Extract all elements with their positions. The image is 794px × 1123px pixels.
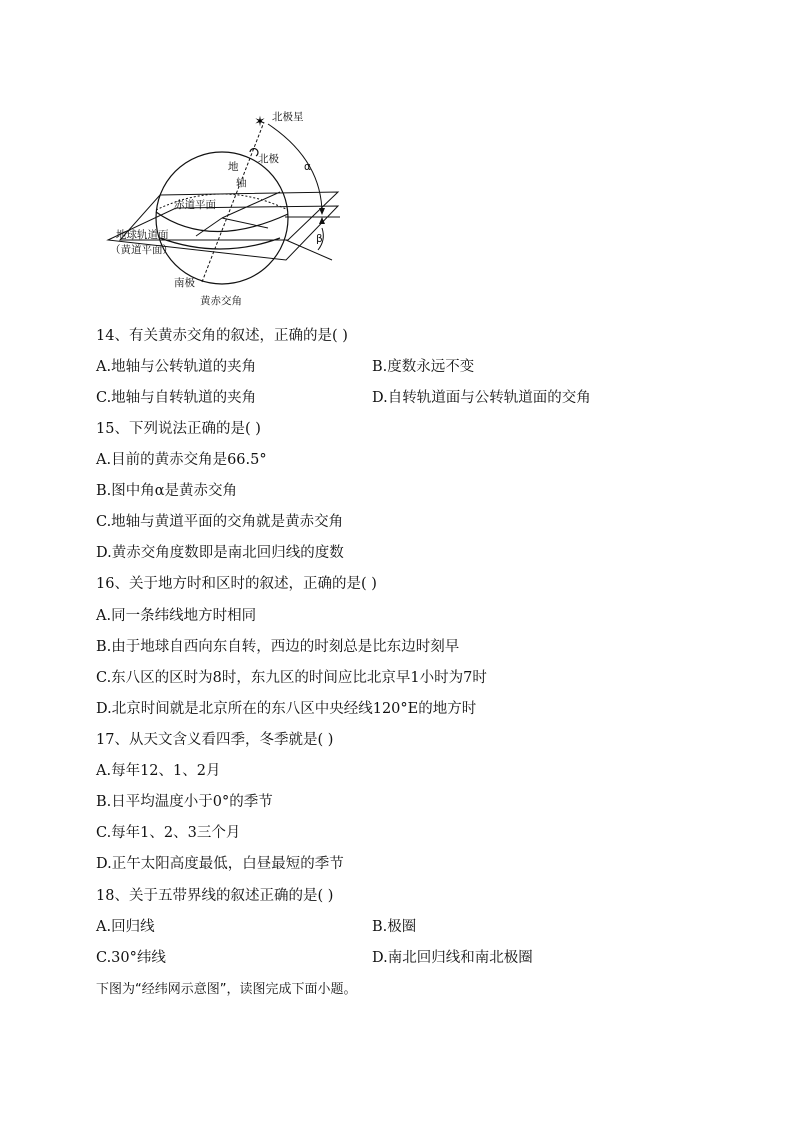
obliquity-diagram bbox=[100, 100, 350, 315]
question-14-stem: 14、有关黄赤交角的叙述，正确的是( ) bbox=[96, 328, 348, 344]
footer-note: 下图为“经纬网示意图”，读图完成下面小题。 bbox=[96, 982, 357, 997]
question-15-stem: 15、下列说法正确的是( ) bbox=[96, 421, 261, 437]
question-17-option-a[interactable]: A.每年12、1、2月 bbox=[96, 763, 221, 779]
question-14-option-b[interactable]: B.度数永远不变 bbox=[372, 359, 475, 375]
question-18-option-d[interactable]: D.南北回归线和南北极圈 bbox=[372, 950, 533, 966]
question-15-option-b[interactable]: B.图中角α是黄赤交角 bbox=[96, 483, 238, 499]
question-16-option-b[interactable]: B.由于地球自西向东自转，西边的时刻总是比东边时刻早 bbox=[96, 639, 460, 655]
question-18-option-c[interactable]: C.30°纬线 bbox=[96, 950, 166, 966]
label-north-pole: 北极 bbox=[258, 153, 279, 165]
alpha-arc bbox=[268, 124, 322, 214]
question-16-option-c[interactable]: C.东八区的区时为8时，东九区的时间应比北京早1小时为7时 bbox=[96, 670, 487, 686]
question-18-option-a[interactable]: A.回归线 bbox=[96, 919, 155, 935]
question-17-option-d[interactable]: D.正午太阳高度最低，白昼最短的季节 bbox=[96, 856, 344, 872]
question-15-option-a[interactable]: A.目前的黄赤交角是66.5° bbox=[96, 452, 267, 468]
question-14-option-d[interactable]: D.自转轨道面与公转轨道面的交角 bbox=[372, 390, 591, 406]
question-15-option-c[interactable]: C.地轴与黄道平面的交角就是黄赤交角 bbox=[96, 514, 344, 530]
question-16-option-d[interactable]: D.北京时间就是北京所在的东八区中央经线120°E的地方时 bbox=[96, 701, 477, 717]
radial-line-1 bbox=[222, 192, 280, 218]
alpha-arrowhead bbox=[319, 208, 325, 215]
label-polaris: 北极星 bbox=[272, 111, 304, 123]
label-axis-zhou: 轴 bbox=[236, 177, 247, 189]
label-axis-di: 地 bbox=[228, 161, 239, 173]
question-16-option-a[interactable]: A.同一条纬线地方时相同 bbox=[96, 608, 257, 624]
label-ecliptic-plane: （黄道平面） bbox=[110, 244, 173, 256]
label-south-pole: 南极 bbox=[174, 277, 195, 289]
question-17-stem: 17、从天文含义看四季，冬季就是( ) bbox=[96, 732, 334, 748]
label-alpha: α bbox=[304, 161, 311, 173]
label-equator-plane: 赤道平面 bbox=[174, 199, 216, 211]
question-15-option-d[interactable]: D.黄赤交角度数即是南北回归线的度数 bbox=[96, 545, 344, 561]
question-18-stem: 18、关于五带界线的叙述正确的是( ) bbox=[96, 888, 334, 904]
question-16-stem: 16、关于地方时和区时的叙述，正确的是( ) bbox=[96, 576, 377, 592]
question-17-option-b[interactable]: B.日平均温度小于0°的季节 bbox=[96, 794, 273, 810]
equator-front bbox=[156, 212, 288, 232]
polaris-star-icon: ✶ bbox=[254, 114, 266, 130]
obliquity-diagram-svg bbox=[100, 100, 350, 315]
label-orbit-plane: 地球轨道面 bbox=[116, 229, 169, 241]
label-beta: β bbox=[316, 233, 323, 245]
radial-line-2 bbox=[222, 218, 268, 228]
question-18-option-b[interactable]: B.极圈 bbox=[372, 919, 417, 935]
label-obliquity: 黄赤交角 bbox=[200, 295, 242, 307]
radial-line-3 bbox=[196, 218, 222, 236]
question-14-option-c[interactable]: C.地轴与自转轨道的夹角 bbox=[96, 390, 257, 406]
question-14-option-a[interactable]: A.地轴与公转轨道的夹角 bbox=[96, 359, 257, 375]
question-17-option-c[interactable]: C.每年1、2、3三个月 bbox=[96, 825, 241, 841]
orbit-extension-line bbox=[286, 240, 332, 260]
